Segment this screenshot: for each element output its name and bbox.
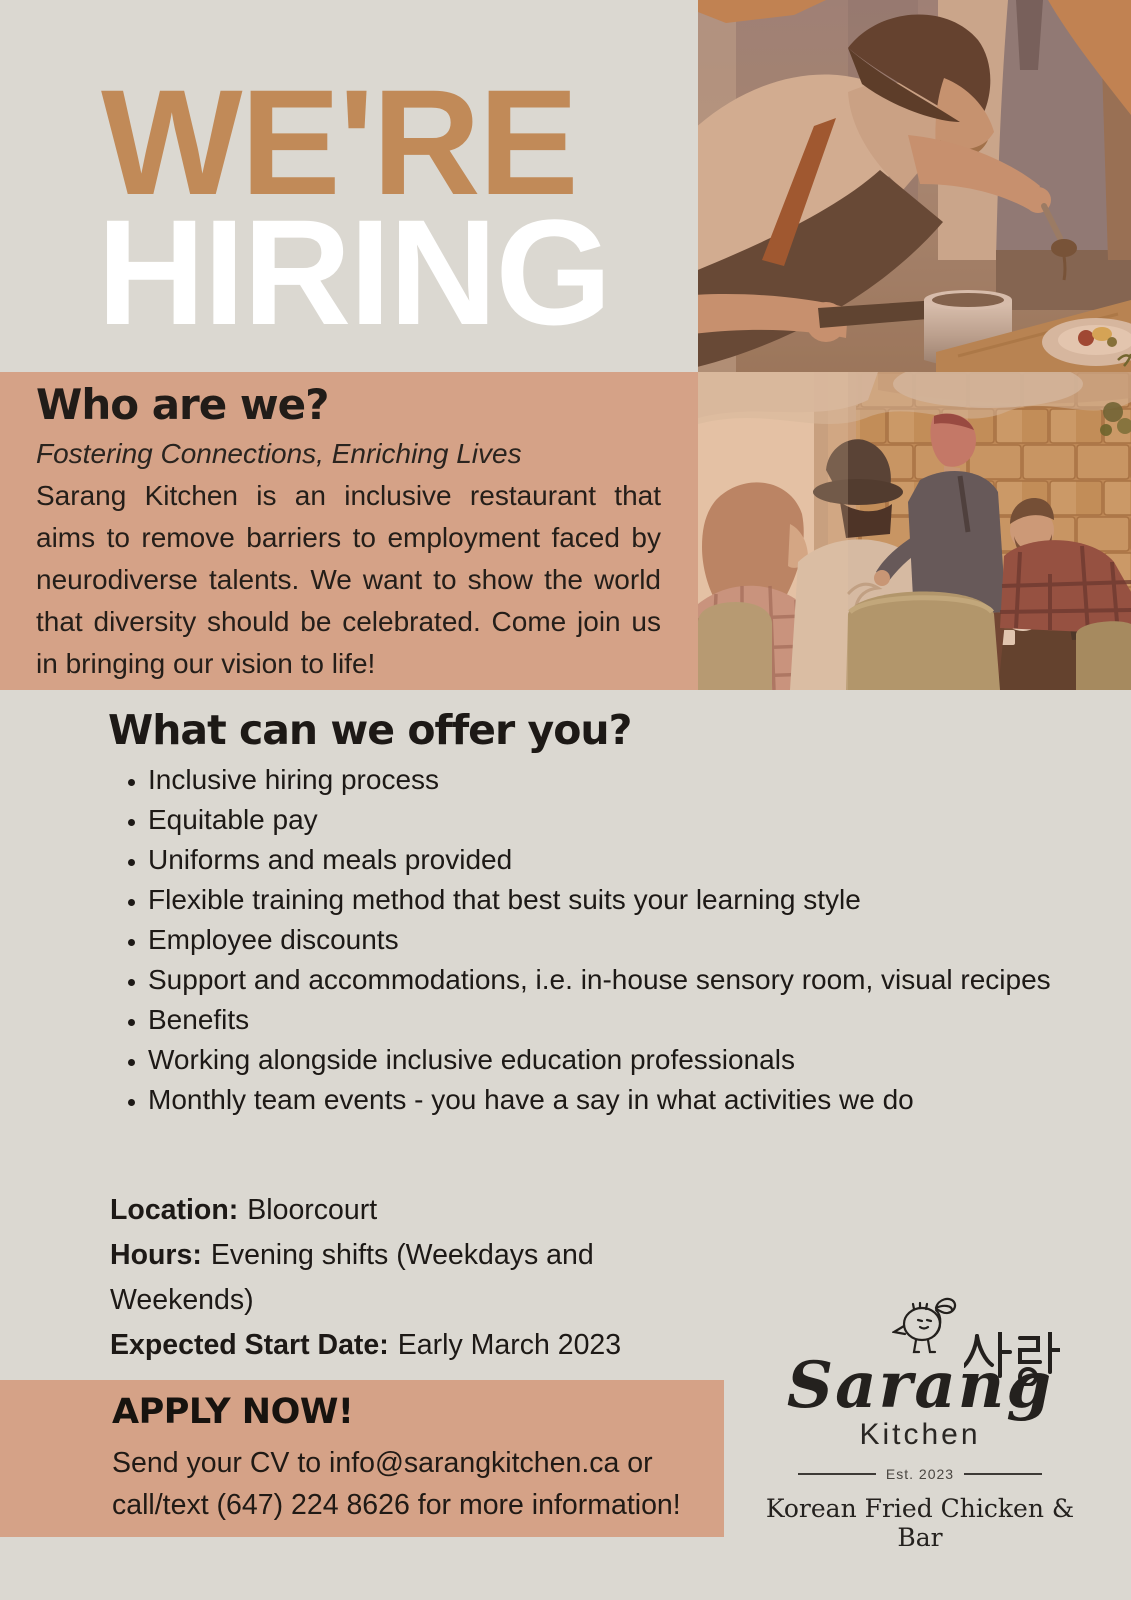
start-date-line (110, 1323, 670, 1368)
hero-title-hiring: HIRING (97, 188, 610, 356)
dining-photo-illustration (698, 372, 1131, 690)
offer-heading: What can we offer you? (108, 706, 632, 754)
hours-value: Evening shifts (Weekdays and Weekends) (110, 1239, 594, 1316)
location-value: Bloorcourt (247, 1194, 378, 1226)
hero-title-were: WE'RE (101, 58, 577, 226)
chef-photo-illustration (698, 0, 1131, 377)
start-date-value: Early March 2023 (397, 1329, 622, 1361)
hours-label: Hours: (110, 1239, 202, 1271)
logo-kitchen-text: Kitchen (859, 1418, 981, 1451)
restaurant-dining-photo (698, 372, 1131, 690)
hero-section (0, 0, 698, 372)
offer-item: • Equitable pay (148, 800, 1098, 840)
offer-item: • Benefits (148, 1000, 1098, 1040)
apply-instructions: Send your CV to info@sarangkitchen.ca or call/text (647) 224 8626 for more information! (112, 1447, 681, 1521)
offer-item: • Employee discounts (148, 920, 1098, 960)
logo-tagline: Korean Fried Chicken & Bar (765, 1494, 1075, 1552)
who-heading: Who are we? (36, 380, 329, 429)
est-rule-left (798, 1473, 876, 1475)
chicken-mascot-icon (892, 1294, 964, 1360)
hours-line (110, 1233, 670, 1323)
logo-wordmark: Sarang (786, 1348, 1054, 1423)
chef-plating-photo (698, 0, 1131, 377)
location-line (110, 1188, 670, 1233)
start-date-label: Expected Start Date: (110, 1329, 389, 1361)
who-tagline: Fostering Connections, Enriching Lives (36, 438, 522, 469)
offer-item: • Inclusive hiring process (148, 760, 1098, 800)
est-rule-right (964, 1473, 1042, 1475)
offer-list (120, 760, 1098, 1120)
location-label: Location: (110, 1194, 239, 1226)
offer-item: • Monthly team events - you have a say in what activities we do (148, 1080, 1098, 1120)
who-body-text: Sarang Kitchen is an inclusive restaurant that aims to remove barriers to employment faced by neurodiverse talents. We want to show the world that diversity should be celebrated. Come join us in bringing our vision to life! (36, 480, 661, 679)
offer-item: • Flexible training method that best suits your learning style (148, 880, 1098, 920)
apply-now-section (0, 1380, 724, 1537)
logo-top-row (752, 1298, 1088, 1354)
est-text: Est. 2023 (885, 1466, 955, 1482)
sarang-kitchen-logo (752, 1298, 1088, 1552)
offer-item: • Uniforms and meals provided (148, 840, 1098, 880)
offer-item: • Working alongside inclusive education professionals (148, 1040, 1098, 1080)
hangul-sarang-icon (964, 1332, 1060, 1386)
logo-est-row (752, 1466, 1088, 1482)
job-details (110, 1188, 670, 1368)
offer-item: • Support and accommodations, i.e. in-house sensory room, visual recipes (148, 960, 1098, 1000)
apply-heading: APPLY NOW! (112, 1392, 354, 1432)
who-are-we-section (0, 372, 698, 690)
